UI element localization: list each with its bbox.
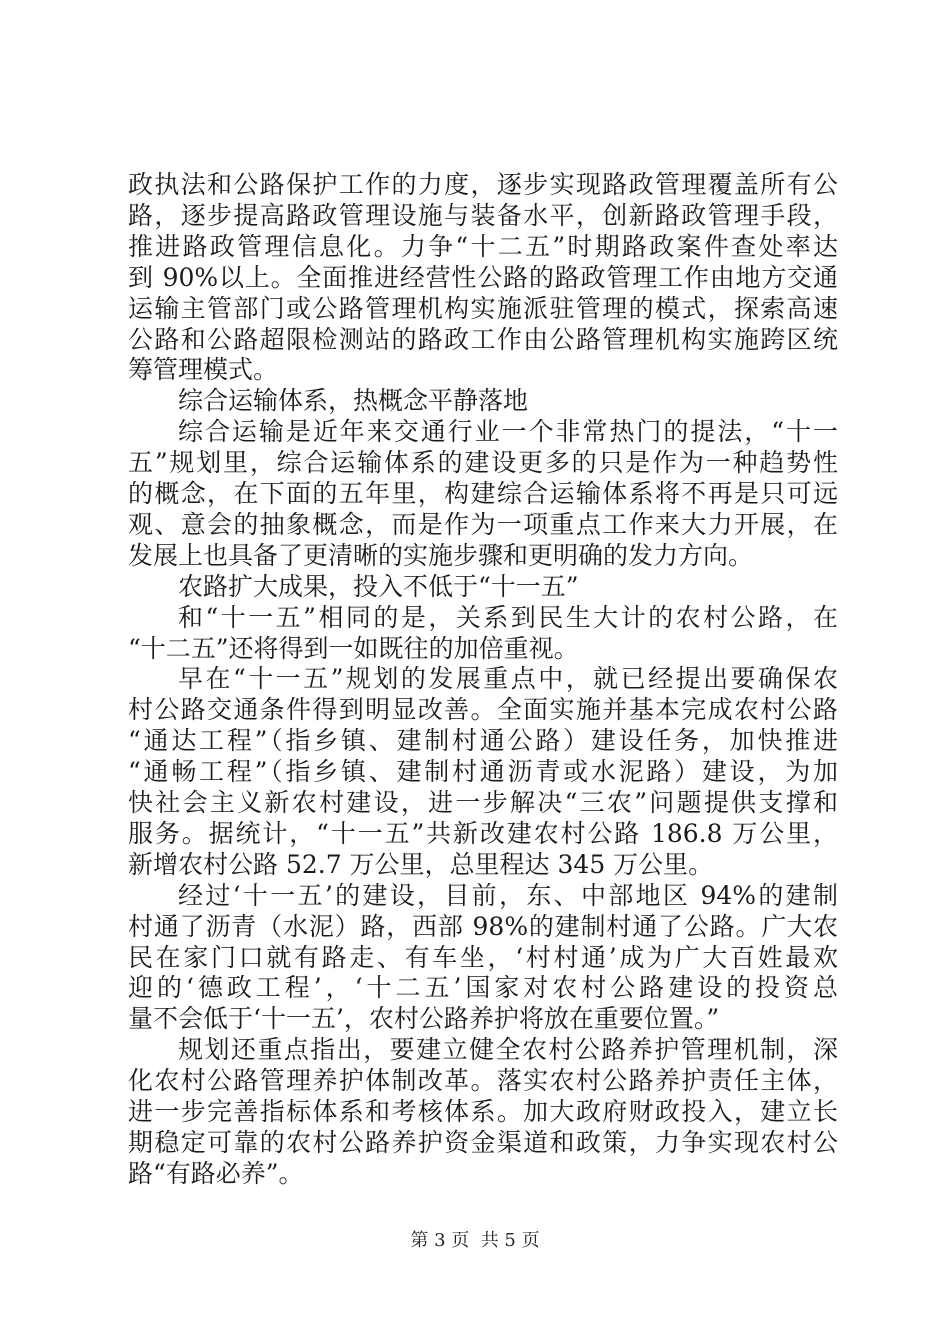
text-line: 筹管理模式。 xyxy=(128,355,279,384)
text-line: 政执法和公路保护工作的力度，逐步实现路政管理覆盖所有公 xyxy=(128,170,838,199)
text-line: 村通了沥青（水泥）路，西部 98%的建制村通了公路。广大农 xyxy=(128,912,838,941)
text-line: 民在家门口就有路走、有车坐，‘村村通’成为广大百姓最欢 xyxy=(128,943,838,972)
text-line: 观、意会的抽象概念，而是作为一项重点工作来大力开展，在 xyxy=(128,510,838,539)
text-line: 量不会低于‘十一五’，农村公路养护将放在重要位置。” xyxy=(128,1004,720,1033)
section-heading: 农路扩大成果，投入不低于“十一五” xyxy=(178,572,579,601)
text-line: 村公路交通条件得到明显改善。全面实施并基本完成农村公路 xyxy=(128,695,838,724)
text-line: 进一步完善指标体系和考核体系。加大政府财政投入，建立长 xyxy=(128,1097,838,1126)
text-line: 化农村公路管理养护体制改革。落实农村公路养护责任主体， xyxy=(128,1066,838,1095)
text-line: “通畅工程”（指乡镇、建制村通沥青或水泥路）建设，为加 xyxy=(128,757,838,786)
text-line: 路，逐步提高路政管理设施与装备水平，创新路政管理手段， xyxy=(128,201,838,230)
text-line: 快社会主义新农村建设，进一步解决“三农”问题提供支撑和 xyxy=(128,788,838,817)
text-line: 的概念，在下面的五年里，构建综合运输体系将不再是只可远 xyxy=(128,479,838,508)
text-line: 到 90%以上。全面推进经营性公路的路政管理工作由地方交通 xyxy=(128,263,838,292)
text-line: 公路和公路超限检测站的路政工作由公路管理机构实施跨区统 xyxy=(128,325,838,354)
text-line: 新增农村公路 52.7 万公里，总里程达 345 万公里。 xyxy=(128,850,714,879)
text-line: 早在“十一五”规划的发展重点中，就已经提出要确保农 xyxy=(178,664,838,693)
text-line: “十二五”还将得到一如既往的加倍重视。 xyxy=(128,634,579,663)
text-line: 五”规划里，综合运输体系的建设更多的只是作为一种趋势性 xyxy=(128,448,838,477)
text-line: 服务。据统计，“十一五”共新改建农村公路 186.8 万公里， xyxy=(128,819,838,848)
page-footer: 第 3 页 共 5 页 xyxy=(410,1230,540,1251)
text-line: 经过‘十一五’的建设，目前，东、中部地区 94%的建制 xyxy=(178,881,838,910)
text-line: 期稳定可靠的农村公路养护资金渠道和政策，力争实现农村公 xyxy=(128,1128,838,1157)
text-line: “通达工程”（指乡镇、建制村通公路）建设任务，加快推进 xyxy=(128,726,838,755)
text-line: 发展上也具备了更清晰的实施步骤和更明确的发力方向。 xyxy=(128,541,754,570)
text-line: 综合运输是近年来交通行业一个非常热门的提法，“十一 xyxy=(178,417,838,446)
text-line: 规划还重点指出，要建立健全农村公路养护管理机制，深 xyxy=(178,1035,838,1064)
text-line: 和“十一五”相同的是，关系到民生大计的农村公路，在 xyxy=(178,603,838,632)
text-line: 迎的‘德政工程’，‘十二五’国家对农村公路建设的投资总 xyxy=(128,973,838,1002)
text-line: 推进路政管理信息化。力争“十二五”时期路政案件查处率达 xyxy=(128,232,838,261)
section-heading: 综合运输体系，热概念平静落地 xyxy=(178,386,529,415)
text-line: 运输主管部门或公路管理机构实施派驻管理的模式，探索高速 xyxy=(128,294,838,323)
text-line: 路“有路必养”。 xyxy=(128,1159,304,1188)
